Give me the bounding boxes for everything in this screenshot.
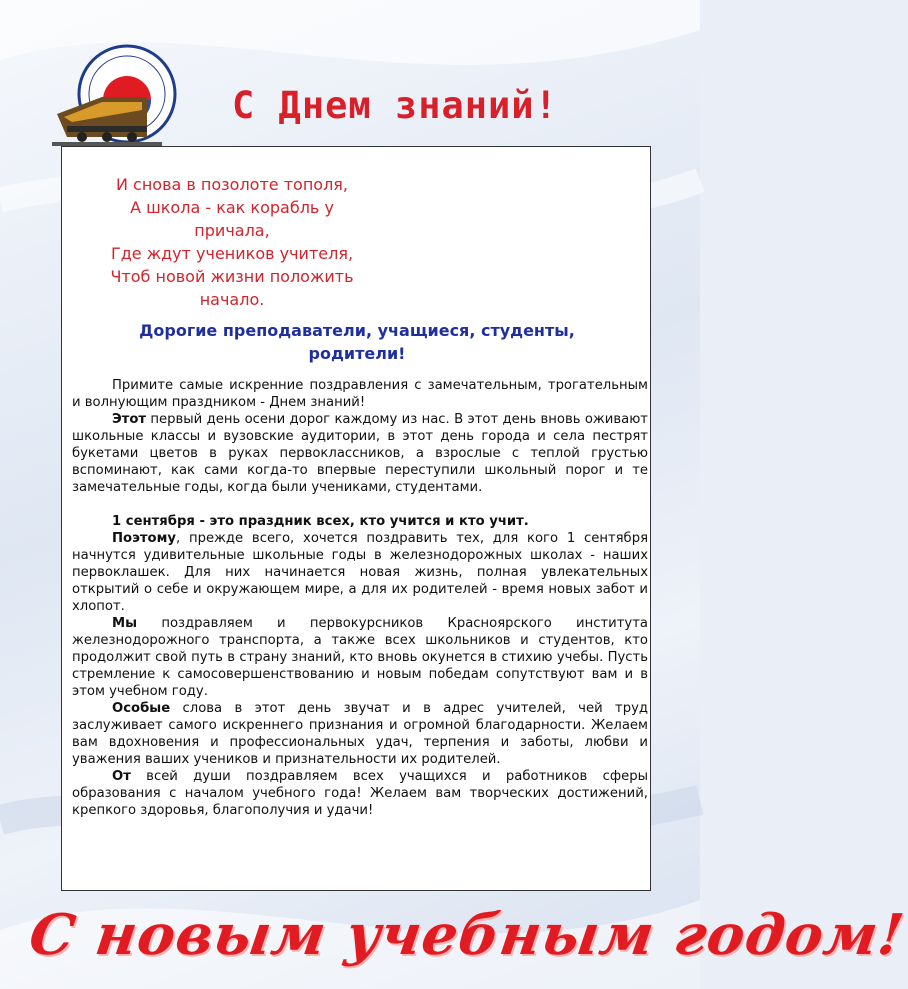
paragraph-lead: Этот [112, 412, 147, 427]
rosprofzhel-logo [52, 42, 182, 152]
paragraph: Примите самые искренние поздравления с замечательным, трогательным и волнующим праздником - Днем знаний! [72, 378, 648, 410]
paragraph-text: слова в этот день звучат и в адрес учителей, чей труд заслуживает самого искреннего признания и огромной благодарности. Желаем вам вдохновения и профессиональных удач, терпения и заботы, любви и уважения ваших учеников и признательности их родителей. [72, 701, 648, 767]
new-school-year-script: С новым учебным годом! [25, 902, 908, 968]
paragraph-text: поздравляем и первокурсников Красноярского института железнодорожного транспорта, а также всех школьников и студентов, кто продолжит свой путь в страну знаний, кто вновь окунется в стихию учебы. Пусть стремление к самосовершенствованию и новым победам сопутствуют вам и в этом учебном году. [72, 616, 648, 699]
letter-card [61, 146, 651, 891]
paragraph [72, 615, 648, 700]
paragraph [72, 530, 648, 615]
poem-line: А школа - как корабль у [130, 198, 334, 217]
paragraph-lead: Поэтому [112, 531, 176, 546]
letter-body [72, 377, 648, 819]
paragraph [72, 768, 648, 819]
greeting-line: Дорогие преподаватели, учащиеся, студенты, [139, 321, 575, 340]
paragraph-highlight [72, 513, 648, 530]
poem-line: начало. [199, 290, 265, 309]
paragraph-text: всей души поздравляем всех учащихся и работников сферы образования с началом учебного года! Желаем вам творческих достижений, крепкого здоровья, благополучия и удачи! [72, 769, 648, 818]
poem-line: Чтоб новой жизни положить [110, 267, 354, 286]
greeting [92, 319, 622, 365]
poem-line: И снова в позолоте тополя, [115, 175, 349, 194]
paragraph-text: , прежде всего, хочется поздравить тех, для кого 1 сентября начнутся удивительные школьные годы в железнодорожных школах - наших первоклашек. Для них начинается новая жизнь, полная увлекательных открытий о себе и окружающем мире, а для их родителей - время новых забот и хлопот. [72, 531, 648, 614]
poem-line: причала, [194, 221, 270, 240]
paragraph [72, 700, 648, 768]
highlight-text: 1 сентября - это праздник всех, кто учится и кто учит. [112, 514, 529, 529]
paragraph-lead: От [112, 769, 131, 784]
paragraph [72, 411, 648, 496]
poem [82, 173, 382, 311]
paragraph-lead: Особые [112, 701, 171, 716]
paragraph-lead: Мы [112, 616, 138, 631]
greeting-line: родители! [308, 344, 406, 363]
paragraph-text: первый день осени дорог каждому из нас. В этот день вновь оживают школьные классы и вузовские аудитории, в этот день города и села пестрят букетами цветов в руках первоклассников, а взрослые с теплой грустью вспоминают, как сами когда-то впервые переступили школьный порог и те замечательные годы, когда были учениками, студентами. [72, 412, 648, 495]
poem-line: Где ждут учеников учителя, [110, 244, 354, 263]
page-title: С Днем знаний! [232, 84, 558, 127]
